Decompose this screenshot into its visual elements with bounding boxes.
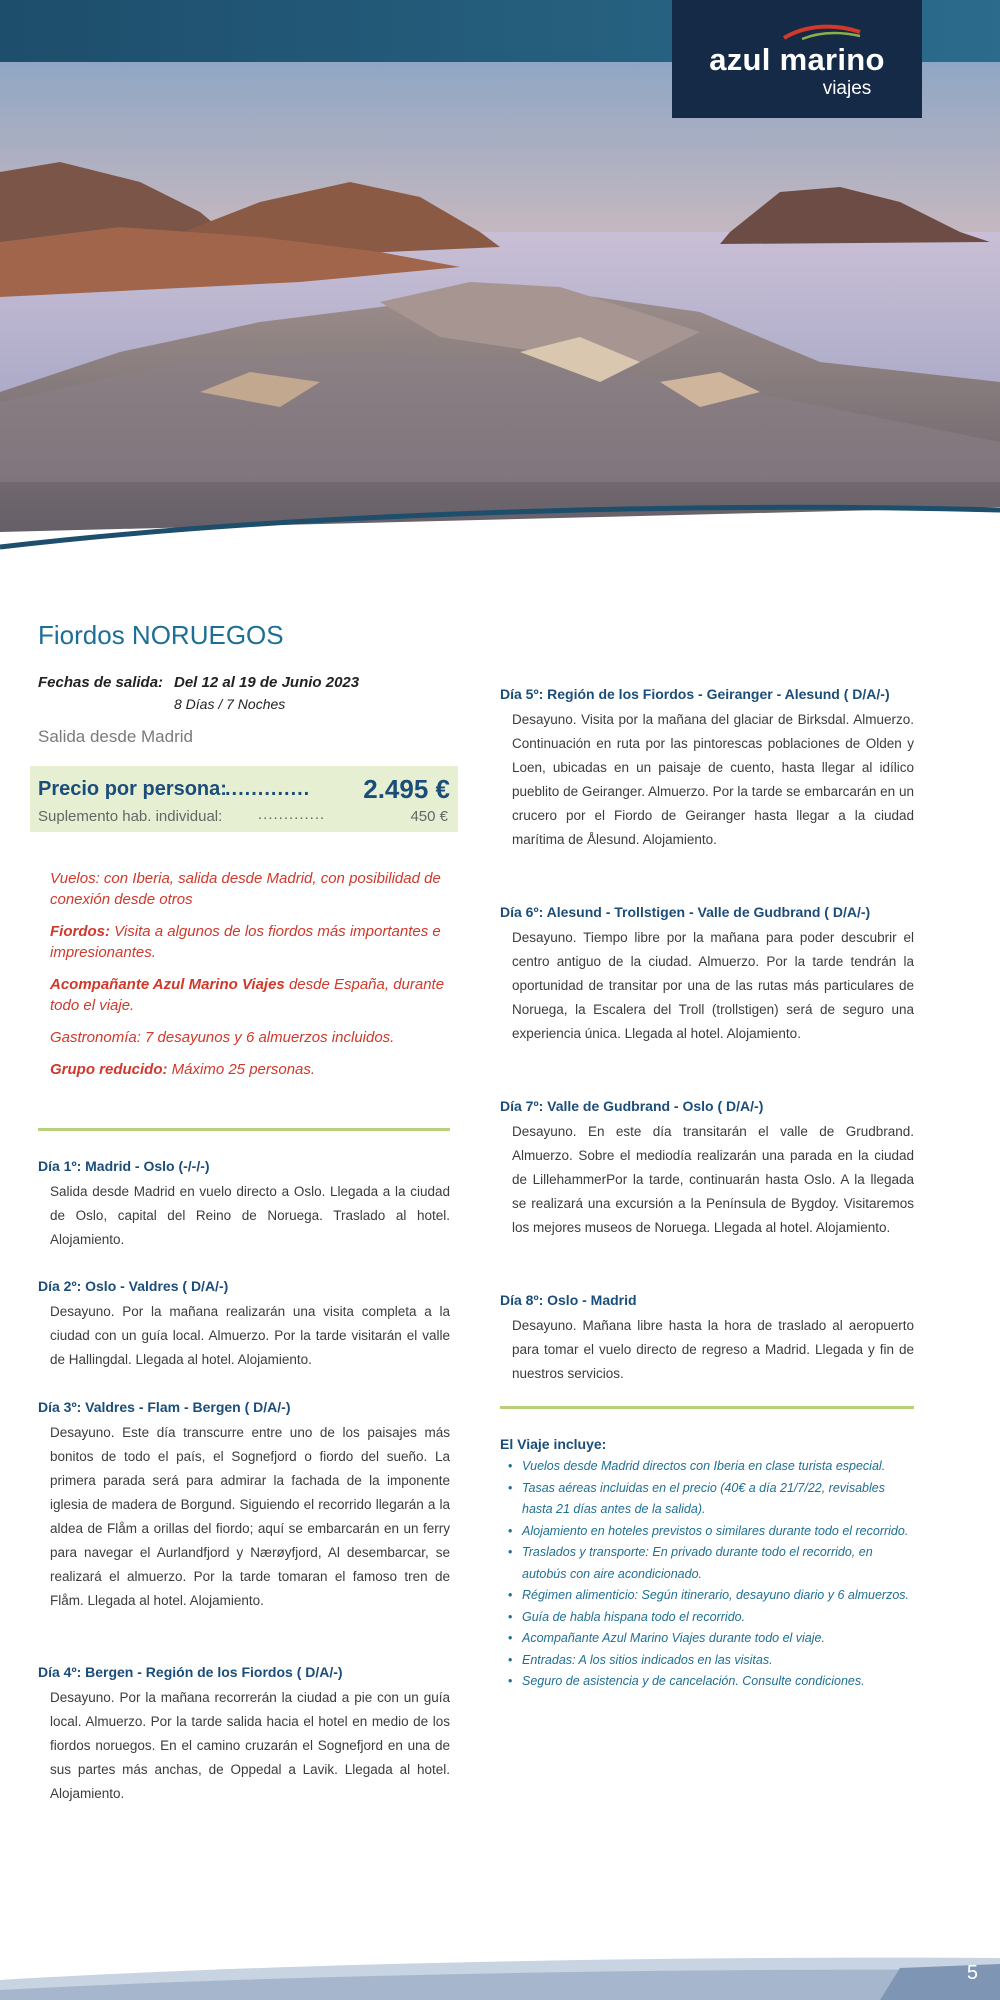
day-title: Día 8º: Oslo - Madrid [500, 1292, 637, 1308]
day-title: Día 1º: Madrid - Oslo (-/-/-) [38, 1158, 210, 1174]
day-text: Desayuno. Mañana libre hasta la hora de traslado al aeropuerto para tomar el vuelo directo de regreso a Madrid. Llegada y fin de nuestros servicios. [512, 1318, 914, 1381]
day-6 [500, 900, 914, 1046]
incluye-item: • Guía de habla hispana todo el recorrido. [522, 1607, 914, 1629]
day-8 [500, 1288, 914, 1386]
incluye-item: • Régimen alimenticio: Según itinerario, desayuno diario y 6 almuerzos. [522, 1585, 914, 1607]
suplemento-dots: ............. [258, 806, 326, 823]
day-title: Día 7º: Valle de Gudbrand - Oslo ( D/A/-) [500, 1098, 764, 1114]
salida-text: Salida desde Madrid [38, 727, 193, 746]
fechas-label: Fechas de salida: [38, 674, 164, 691]
day-text: Salida desde Madrid en vuelo directo a Oslo. Llegada a la ciudad de Oslo, capital del Reino de Noruega. Traslado al hotel. Alojamiento. [50, 1184, 450, 1247]
incluye-item: • Alojamiento en hoteles previstos o similares durante todo el recorrido. [522, 1521, 914, 1543]
price-label: Precio por persona: [38, 778, 227, 800]
suplemento-label: Suplemento hab. individual: [38, 808, 223, 825]
day-2 [38, 1274, 450, 1372]
incluye-item: • Vuelos desde Madrid directos con Iberia en clase turista especial. [522, 1456, 914, 1478]
highlight-item: Grupo reducido: Máximo 25 personas. [50, 1061, 316, 1078]
suplemento-value: 450 € [410, 808, 448, 825]
brand-sub: viajes [822, 78, 872, 99]
page-number: 5 [966, 1962, 978, 1984]
day-text: Desayuno. Tiempo libre por la mañana para poder descubrir el centro antiguo de la ciudad. Almuerzo. Por la tarde tendrán la oportunidad de transitar por una de las rutas más particulares de Noruega, la Escalera del Troll (trollstigen) será de seguro una experiencia única. Llegada al hotel. Alojamiento. [512, 930, 914, 1041]
day-title: Día 6º: Alesund - Trollstigen - Valle de Gudbrand ( D/A/-) [500, 904, 871, 920]
incluye-item: • Entradas: A los sitios indicados en las visitas. [522, 1650, 914, 1672]
page-title: Fiordos NORUEGOS [38, 620, 284, 650]
day-text: Desayuno. Por la mañana realizarán una visita completa a la ciudad con un guía local. Almuerzo. Por la tarde visitarán el valle de Hallingdal. Llegada al hotel. Alojamiento. [50, 1304, 450, 1367]
incluye-item: • Tasas aéreas incluidas en el precio (40€ a día 21/7/22, revisables hasta 21 días antes de la salida). [522, 1478, 914, 1521]
day-title: Día 5º: Región de los Fiordos - Geiranger - Alesund ( D/A/-) [500, 686, 890, 702]
day-text: Desayuno. En este día transitarán el valle de Grudbrand. Almuerzo. Sobre el mediodía realizarán una parada en la ciudad de LillehammerPor la tarde, continuarán hasta Oslo. A la llegada se realizará una excursión a la Península de Bygdoy. Visitaremos los mejores museos de Noruega. Llegada al hotel. Alojamiento. [512, 1124, 914, 1235]
duracion: 8 Días / 7 Noches [174, 696, 286, 712]
price-dots: ............. [225, 778, 311, 800]
highlight-item: Vuelos: con Iberia, salida desde Madrid, con posibilidad de conexión desde otros [50, 870, 441, 908]
incluye-item: • Traslados y transporte: En privado durante todo el recorrido, en autobús con aire acondicionado. [522, 1542, 914, 1585]
highlights-list [50, 868, 450, 1091]
footer-wave [0, 1952, 1000, 2000]
incluye-list [500, 1456, 914, 1693]
divider [38, 1128, 450, 1131]
day-5 [500, 682, 914, 852]
day-text: Desayuno. Este día transcurre entre uno de los paisajes más bonitos de todo el país, el Sognefjord o fiordo del sueño. La primera parada será para admirar la fachada de la imponente iglesia de madera de Borgund. Siguiendo el recorrido llegarán a la aldea de Flåm a orillas del fiordo; aquí se embarcarán en un ferry para navegar el Aurlandfjord y Nærøyfjord, Al desembarcar, se realizará el almuerzo. Por la tarde tomaran el famoso tren de Flåm. Llegada al hotel. Alojamiento. [50, 1425, 450, 1608]
highlight-item: Gastronomía: 7 desayunos y 6 almuerzos incluidos. [50, 1029, 395, 1046]
price-value: 2.495 € [363, 774, 450, 804]
incluye-title: El Viaje incluye: [500, 1436, 607, 1452]
day-text: Desayuno. Visita por la mañana del glaciar de Birksdal. Almuerzo. Continuación en ruta por las pintorescas poblaciones de Olden y Loen, ubicadas en un paisaje de cuento, hasta llegar al idílico pueblito de Geiranger. Almuerzo. Por la tarde se embarcarán en un crucero por el Fiordo de Geiranger hasta llegar a la ciudad marítima de Ålesund. Alojamiento. [512, 712, 914, 847]
hero-photo-alesund [0, 62, 1000, 582]
day-7 [500, 1094, 914, 1240]
day-1 [38, 1154, 450, 1252]
day-4 [38, 1660, 450, 1806]
fechas-value: Del 12 al 19 de Junio 2023 [174, 674, 360, 691]
day-text: Desayuno. Por la mañana recorrerán la ciudad a pie con un guía local. Almuerzo. Por la tarde salida hacia el hotel en medio de los fiordos noruegos. En el camino cruzarán el Sognefjord en una de sus partes más anchas, de Oppedal a Lavik. Llegada al hotel. Alojamiento. [50, 1690, 450, 1801]
brand-name: azul marino [709, 42, 885, 77]
day-3 [38, 1395, 450, 1613]
day-title: Día 3º: Valdres - Flam - Bergen ( D/A/-) [38, 1399, 291, 1415]
day-title: Día 2º: Oslo - Valdres ( D/A/-) [38, 1278, 229, 1294]
day-title: Día 4º: Bergen - Región de los Fiordos ( D/A/-) [38, 1664, 343, 1680]
incluye-item: • Acompañante Azul Marino Viajes durante todo el viaje. [522, 1628, 914, 1650]
incluye-item: • Seguro de asistencia y de cancelación. Consulte condiciones. [522, 1671, 914, 1693]
swoosh-icon [782, 24, 862, 42]
price-box [30, 766, 458, 832]
highlight-item: Acompañante Azul Marino Viajes desde España, durante todo el viaje. [50, 976, 445, 1014]
highlight-item: Fiordos: Visita a algunos de los fiordos más importantes e impresionantes. [50, 923, 441, 961]
incluye-section [500, 1436, 914, 1693]
brand-logo [672, 0, 922, 118]
divider [500, 1406, 914, 1409]
